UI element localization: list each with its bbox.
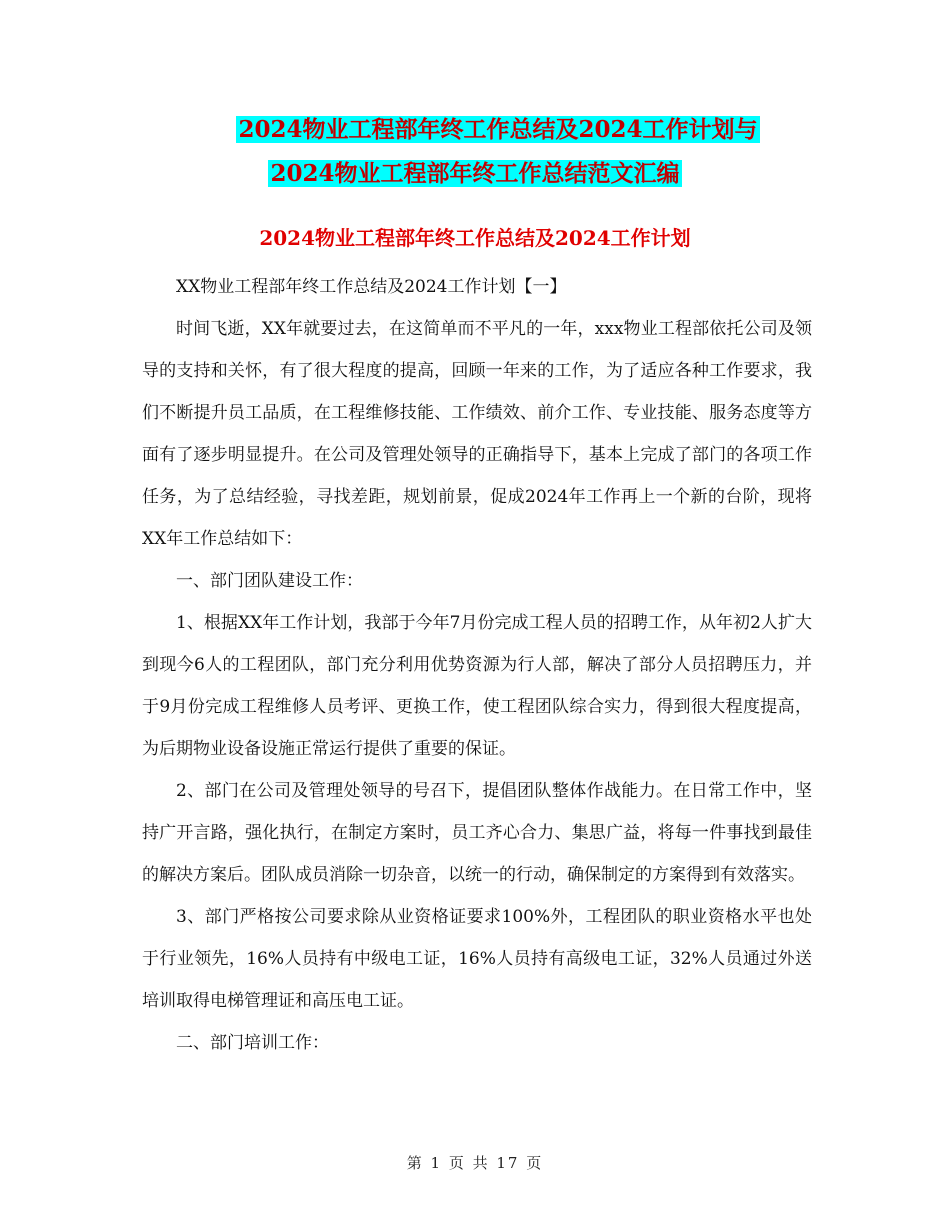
paragraph: 2、部门在公司及管理处领导的号召下，提倡团队整体作战能力。在日常工作中，坚持广开言路，强化执行，在制定方案时，员工齐心合力、集思广益，将每一件事找到最佳的解决方案后。团队成员消除一切杂音，以统一的行动，确保制定的方案得到有效落实。 [142, 781, 812, 885]
paragraph: 3、部门严格按公司要求除从业资格证要求100%外，工程团队的职业资格水平也处于行业领先，16%人员持有中级电工证，16%人员持有高级电工证，32%人员通过外送培训取得电梯管理证和高压电工证。 [142, 907, 812, 1011]
paragraph: 时间飞逝，XX年就要过去，在这简单而不平凡的一年，xxx物业工程部依托公司及领导的支持和关怀，有了很大程度的提高，回顾一年来的工作，为了适应各种工作要求，我们不断提升员工品质，在工程维修技能、工作绩效、前介工作、专业技能、服务态度等方面有了逐步明显提升。在公司及管理处领导的正确指导下，基本上完成了部门的各项工作任务，为了总结经验，寻找差距，规划前景，促成2024年工作再上一个新的台阶，现将XX年工作总结如下： [142, 319, 812, 549]
paragraph-section-heading: 二、部门培训工作： [176, 1033, 329, 1053]
paragraph-heading-1: XX物业工程部年终工作总结及2024工作计划【一】 [176, 277, 567, 297]
main-title-line-1-text: 2024物业工程部年终工作总结及2024工作计划与 [238, 116, 758, 143]
main-title-line-2-text: 2024物业工程部年终工作总结范文汇编 [270, 160, 680, 187]
paragraph: 1、根据XX年工作计划，我部于今年7月份完成工程人员的招聘工作，从年初2人扩大到现今6人的工程团队，部门充分利用优势资源为行人部，解决了部分人员招聘压力，并于9月份完成工程维修人员考评、更换工作，使工程团队综合实力，得到很大程度提高，为后期物业设备设施正常运行提供了重要的保证。 [142, 613, 812, 759]
page-footer: 第 1 页 共 17 页 [406, 1154, 544, 1172]
main-title-line-1 [0, 112, 950, 148]
main-title-line-2 [0, 156, 950, 192]
paragraph-section-heading: 一、部门团队建设工作： [176, 571, 363, 591]
document-body [142, 266, 812, 1064]
section-title: 2024物业工程部年终工作总结及2024工作计划 [259, 226, 691, 250]
